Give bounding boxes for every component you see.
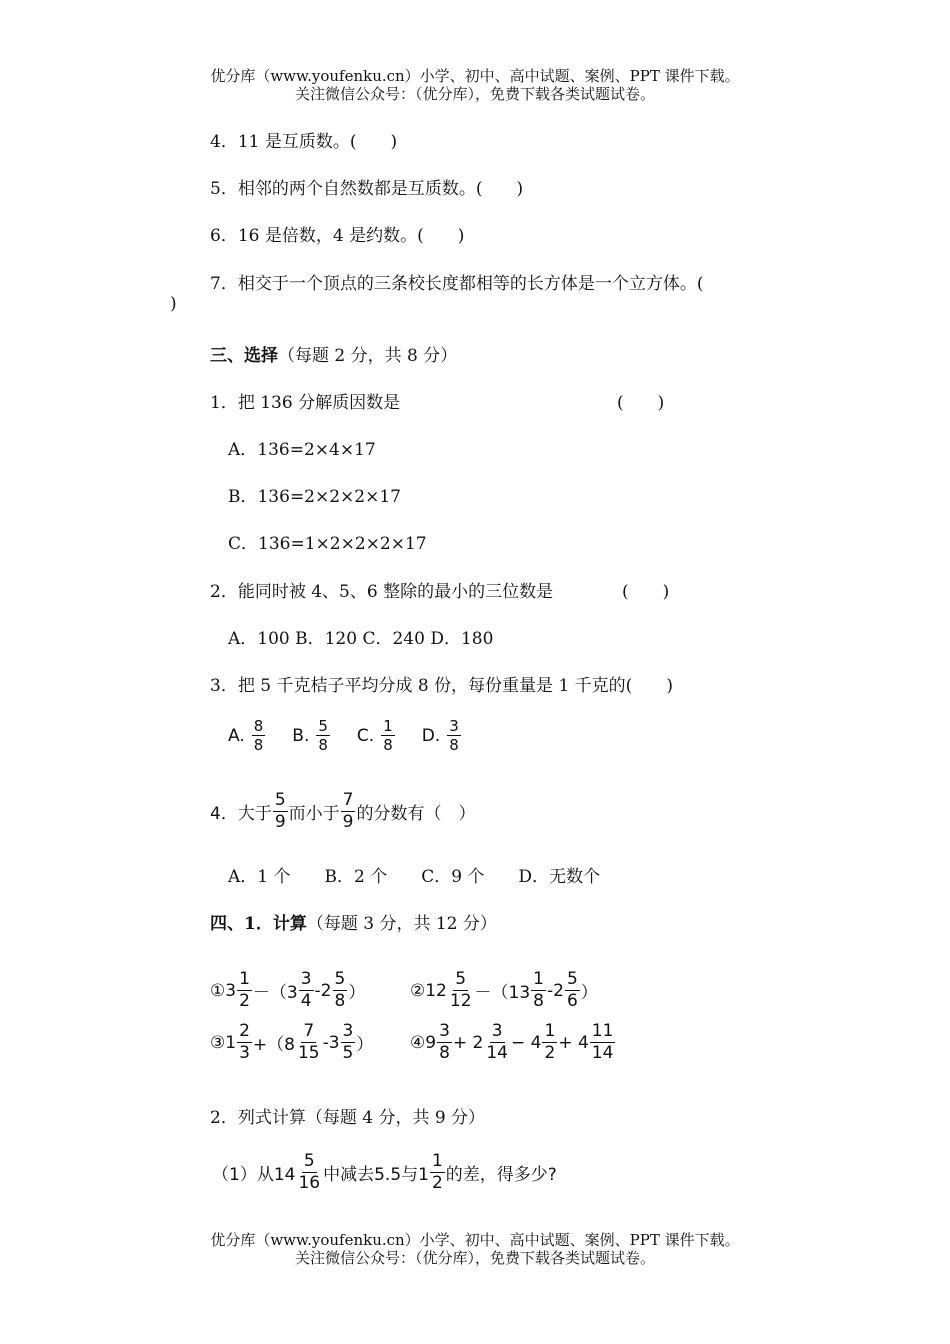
- calc-expression-3: ③1 $\frac{2}{3}$ +（8 $\frac{7}{15}$ -3 $\frac{3}{5}$ ）: [210, 1021, 374, 1063]
- q3-label-d: D.: [421, 725, 441, 746]
- q3-fraction-c: $\frac{1}{8}$: [383, 717, 393, 754]
- judge-item-7-paren: ): [170, 294, 177, 314]
- section-3-heading: [210, 341, 457, 366]
- choice-q3-text: 3．把 5 千克桔子平均分成 8 份，每份重量是 1 千克的( ): [210, 676, 673, 696]
- q3-label-b: B.: [292, 725, 310, 746]
- footer-line-1: 优分库（www.youfenku.cn）小学、初中、高中试题、案例、PPT 课件下载。: [210, 1231, 740, 1249]
- choice-q3-options: [228, 718, 462, 753]
- choice-q1-option-c: C．136=1×2×2×2×17: [228, 534, 427, 554]
- q3-fraction-b: $\frac{5}{8}$: [318, 717, 328, 754]
- header-line-1: 优分库（www.youfenku.cn）小学、初中、高中试题、案例、PPT 课件下载。: [210, 67, 740, 85]
- word-problem-1: （1）从14 $\frac{5}{16}$ 中减去5.5与1 $\frac{1}{2}$ 的差，得多少?: [212, 1151, 557, 1193]
- choice-q1-option-a: A．136=2×4×17: [228, 440, 376, 460]
- q4-fraction-7-9: $\frac{7}{9}$: [342, 790, 354, 832]
- footer-line-2: 关注微信公众号：（优分库），免费下载各类试题试卷。: [294, 1249, 655, 1267]
- q3-fraction-d: $\frac{3}{8}$: [449, 717, 459, 754]
- q3-fraction-a: $\frac{8}{8}$: [253, 717, 264, 754]
- choice-q2-text: 2．能同时被 4、5、6 整除的最小的三位数是: [210, 582, 554, 602]
- choice-q2-paren: ( ): [622, 582, 670, 602]
- header-line-2: 关注微信公众号：（优分库），免费下载各类试题试卷。: [294, 85, 655, 103]
- q3-label-a: A.: [228, 725, 245, 746]
- calc-expression-2: ②12 $\frac{5}{12}$ －（13 $\frac{1}{8}$ -2 $\frac{5}{6}$ ）: [410, 969, 598, 1011]
- choice-q4-text: 4．大于 $\frac{5}{9}$ 而小于 $\frac{7}{9}$ 的分数有（ ）: [210, 790, 476, 832]
- choice-q1-paren: ( ): [617, 393, 665, 413]
- choice-q4-options: A．1 个 B．2 个 C．9 个 D．无数个: [228, 867, 601, 887]
- section-4-heading: [210, 909, 497, 934]
- choice-q2-options: A．100 B．120 C．240 D．180: [228, 629, 494, 649]
- choice-q1-text: 1．把 136 分解质因数是: [210, 393, 401, 413]
- choice-q1-option-b: B．136=2×2×2×17: [228, 487, 401, 507]
- section-3-note: （每题 2 分，共 8 分）: [278, 346, 458, 366]
- judge-item-4: 4．11 是互质数。( ): [210, 132, 398, 152]
- judge-item-5: 5．相邻的两个自然数都是互质数。( ): [210, 179, 524, 199]
- section-3-title: 三、选择: [210, 346, 278, 366]
- judge-item-6: 6．16 是倍数，4 是约数。( ): [210, 226, 465, 246]
- judge-item-7: 7．相交于一个顶点的三条校长度都相等的长方体是一个立方体。(: [210, 274, 704, 294]
- q3-label-c: C.: [356, 725, 375, 746]
- calc-expression-1: ①3 $\frac{1}{2}$ －（3 $\frac{3}{4}$ -2 $\frac{5}{8}$ ）: [210, 969, 366, 1011]
- q4-fraction-5-9: $\frac{5}{9}$: [274, 790, 286, 832]
- section-4-title: 四、1．计算: [210, 914, 307, 934]
- section-4-note: （每题 3 分，共 12 分）: [306, 914, 497, 934]
- calc-expression-4: ④9 $\frac{3}{8}$ + 2 $\frac{3}{14}$ − 4 $\frac{1}{2}$ + 4 $\frac{11}{14}$: [410, 1021, 614, 1063]
- section-4-part-2-title: 2．列式计算（每题 4 分，共 9 分）: [210, 1108, 486, 1128]
